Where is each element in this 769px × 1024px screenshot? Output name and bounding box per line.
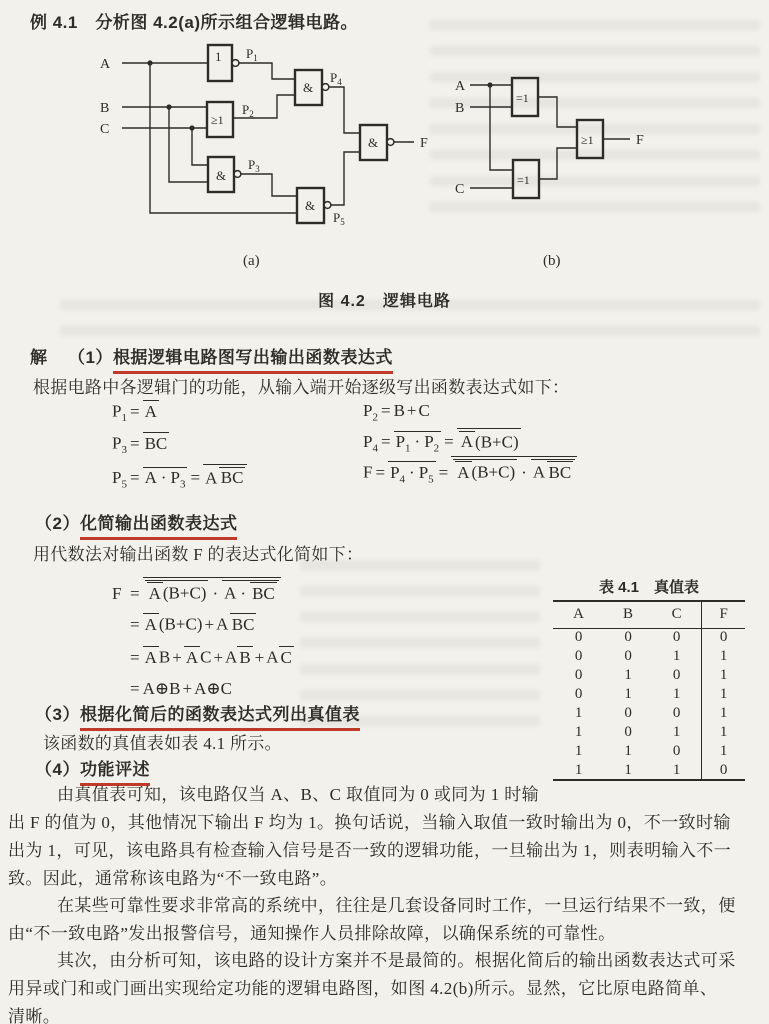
truth-table-row: 0 0 1 1 bbox=[553, 647, 745, 666]
truth-table-header: F bbox=[702, 601, 745, 628]
paragraph-line: 用异或门和或门画出实现给定功能的逻辑电路图，如图 4.2(b)所示。显然，它比原电路简单、 bbox=[8, 979, 718, 998]
design-comparison-paragraph bbox=[8, 947, 764, 1024]
paragraph-line: 由真值表可知，该电路仅当 A、B、C 取值同为 0 或同为 1 时输 bbox=[57, 785, 540, 804]
step4-heading-line bbox=[35, 755, 150, 780]
formula-p5: $P_5 = A \cdot P_3 = A$ BC bbox=[112, 464, 247, 492]
truth-table-row: 0 1 1 1 bbox=[553, 685, 745, 704]
truth-table bbox=[553, 600, 745, 781]
step4-number: （4） bbox=[35, 760, 80, 779]
truth-table-header: C bbox=[652, 601, 702, 628]
step1-heading: 根据逻辑电路图写出输出函数表达式 bbox=[113, 348, 393, 374]
derivation-line-1: F = A (B+C) · A · BC bbox=[112, 577, 281, 604]
step3-number: （3） bbox=[35, 705, 80, 724]
solve-label: 解 bbox=[30, 348, 48, 367]
signal-label-p3: $P_3$ bbox=[248, 157, 260, 174]
or-gate-symbol: ≥1 bbox=[211, 113, 224, 127]
function-analysis-paragraph bbox=[8, 781, 764, 893]
reliability-paragraph bbox=[8, 892, 764, 948]
circuit-a-gates bbox=[207, 45, 387, 223]
paragraph-line: 在某些可靠性要求非常高的系统中，往往是几套设备同时工作，一旦运行结果不一致，便 bbox=[57, 896, 736, 915]
paragraph-line: 出 F 的值为 0，其他情况下输出 F 均为 1。换句话说，当输入取值一致时输出为 0，不一致时输 bbox=[8, 813, 731, 832]
truth-table-body bbox=[553, 628, 745, 780]
truth-table-head-row bbox=[553, 601, 745, 628]
truth-table-row: 0 1 0 1 bbox=[553, 666, 745, 685]
signal-label-p4: $P_4$ bbox=[330, 70, 342, 87]
circuit-a-junctions bbox=[147, 60, 194, 130]
step2-number: （2） bbox=[35, 514, 80, 533]
example-title: 例 4.1 分析图 4.2(a)所示组合逻辑电路。 bbox=[30, 13, 358, 32]
nand-gate-symbol: & bbox=[368, 135, 379, 150]
step2-intro: 用代数法对输出函数 F 的表达式化简如下： bbox=[33, 545, 364, 564]
step2-heading-line bbox=[35, 509, 237, 534]
derivation-line-3: = A B + A C + A B + A C bbox=[130, 647, 292, 667]
step2-heading: 化简输出函数表达式 bbox=[80, 514, 238, 540]
not-gate-symbol: 1 bbox=[215, 49, 222, 64]
derivation-line-2: = A (B+C) + A BC bbox=[130, 614, 255, 634]
nand-gate-symbol: & bbox=[216, 168, 227, 183]
input-label-c: C bbox=[455, 182, 465, 197]
truth-table-row: 1 1 1 0 bbox=[553, 761, 745, 780]
subfigure-label-a: (a) bbox=[243, 253, 260, 269]
output-label-f: F bbox=[420, 136, 428, 151]
derivation-line-4: = A⊕B + A⊕C bbox=[130, 679, 232, 698]
formula-p3: $P_3$ = BC bbox=[112, 433, 168, 456]
step4-heading: 功能评述 bbox=[80, 760, 150, 786]
truth-table-header: A bbox=[553, 601, 604, 628]
step1-number: （1） bbox=[67, 348, 113, 367]
formula-f: $F = P_4 \cdot P_5 = A$ (B+C) · A BC bbox=[363, 456, 577, 485]
signal-label-p5: $P_5$ bbox=[333, 210, 345, 227]
nand-gate-symbol: & bbox=[305, 198, 316, 213]
paragraph-line: 由“不一致电路”发出报警信号，通知操作人员排除故障，以确保系统的可靠性。 bbox=[8, 924, 616, 943]
circuit-b-junctions bbox=[487, 82, 492, 87]
input-label-a: A bbox=[100, 57, 111, 72]
step3-heading-line bbox=[35, 700, 360, 725]
step1-intro: 根据电路中各逻辑门的功能，从输入端开始逐级写出函数表达式如下： bbox=[33, 378, 570, 397]
truth-table-row: 1 0 0 1 bbox=[553, 704, 745, 723]
output-label-f: F bbox=[636, 133, 644, 148]
paragraph-line: 清晰。 bbox=[8, 1007, 61, 1024]
or-gate-symbol: ≥1 bbox=[581, 133, 594, 147]
logic-circuit-figure bbox=[0, 30, 769, 275]
truth-table-row: 1 1 0 1 bbox=[553, 742, 745, 761]
input-label-a: A bbox=[455, 79, 466, 94]
input-label-b: B bbox=[100, 101, 110, 116]
truth-table-title: 表 4.1 真值表 bbox=[598, 579, 700, 596]
xor-gate-symbol: =1 bbox=[517, 173, 530, 187]
subfigure-label-b: (b) bbox=[543, 253, 561, 269]
figure-caption: 图 4.2 逻辑电路 bbox=[318, 293, 451, 310]
truth-table-row: 0 0 0 0 bbox=[553, 628, 745, 647]
step3-heading: 根据化简后的函数表达式列出真值表 bbox=[80, 705, 360, 731]
circuit-b-wires bbox=[470, 85, 630, 188]
xor-gate-symbol: =1 bbox=[516, 91, 529, 105]
truth-table-header: B bbox=[604, 601, 652, 628]
signal-label-p2: $P_2$ bbox=[242, 102, 254, 119]
nand-gate-symbol: & bbox=[303, 80, 314, 95]
input-label-c: C bbox=[100, 122, 110, 137]
paragraph-line: 致。因此，通常称该电路为“不一致电路”。 bbox=[8, 869, 338, 888]
formula-p4: $P_4 = P_1 \cdot P_2 = A$ (B+C) bbox=[363, 428, 521, 456]
step3-note: 该函数的真值表如表 4.1 所示。 bbox=[43, 734, 282, 753]
formula-p2: $P_2 = B + C$ bbox=[363, 401, 430, 424]
paragraph-line: 出为 1，可见，该电路具有检查输入信号是否一致的逻辑功能，一旦输出为 1，则表明输入不一 bbox=[8, 841, 732, 860]
paragraph-line: 其次，由分析可知，该电路的设计方案并不是最简的。根据化简后的输出函数表达式可采 bbox=[57, 951, 736, 970]
formula-p1: $P_1 = A$ bbox=[112, 401, 157, 424]
truth-table-row: 1 0 1 1 bbox=[553, 723, 745, 742]
step1-heading-line bbox=[30, 343, 393, 368]
signal-label-p1: $P_1$ bbox=[246, 46, 258, 63]
input-label-b: B bbox=[455, 101, 465, 116]
